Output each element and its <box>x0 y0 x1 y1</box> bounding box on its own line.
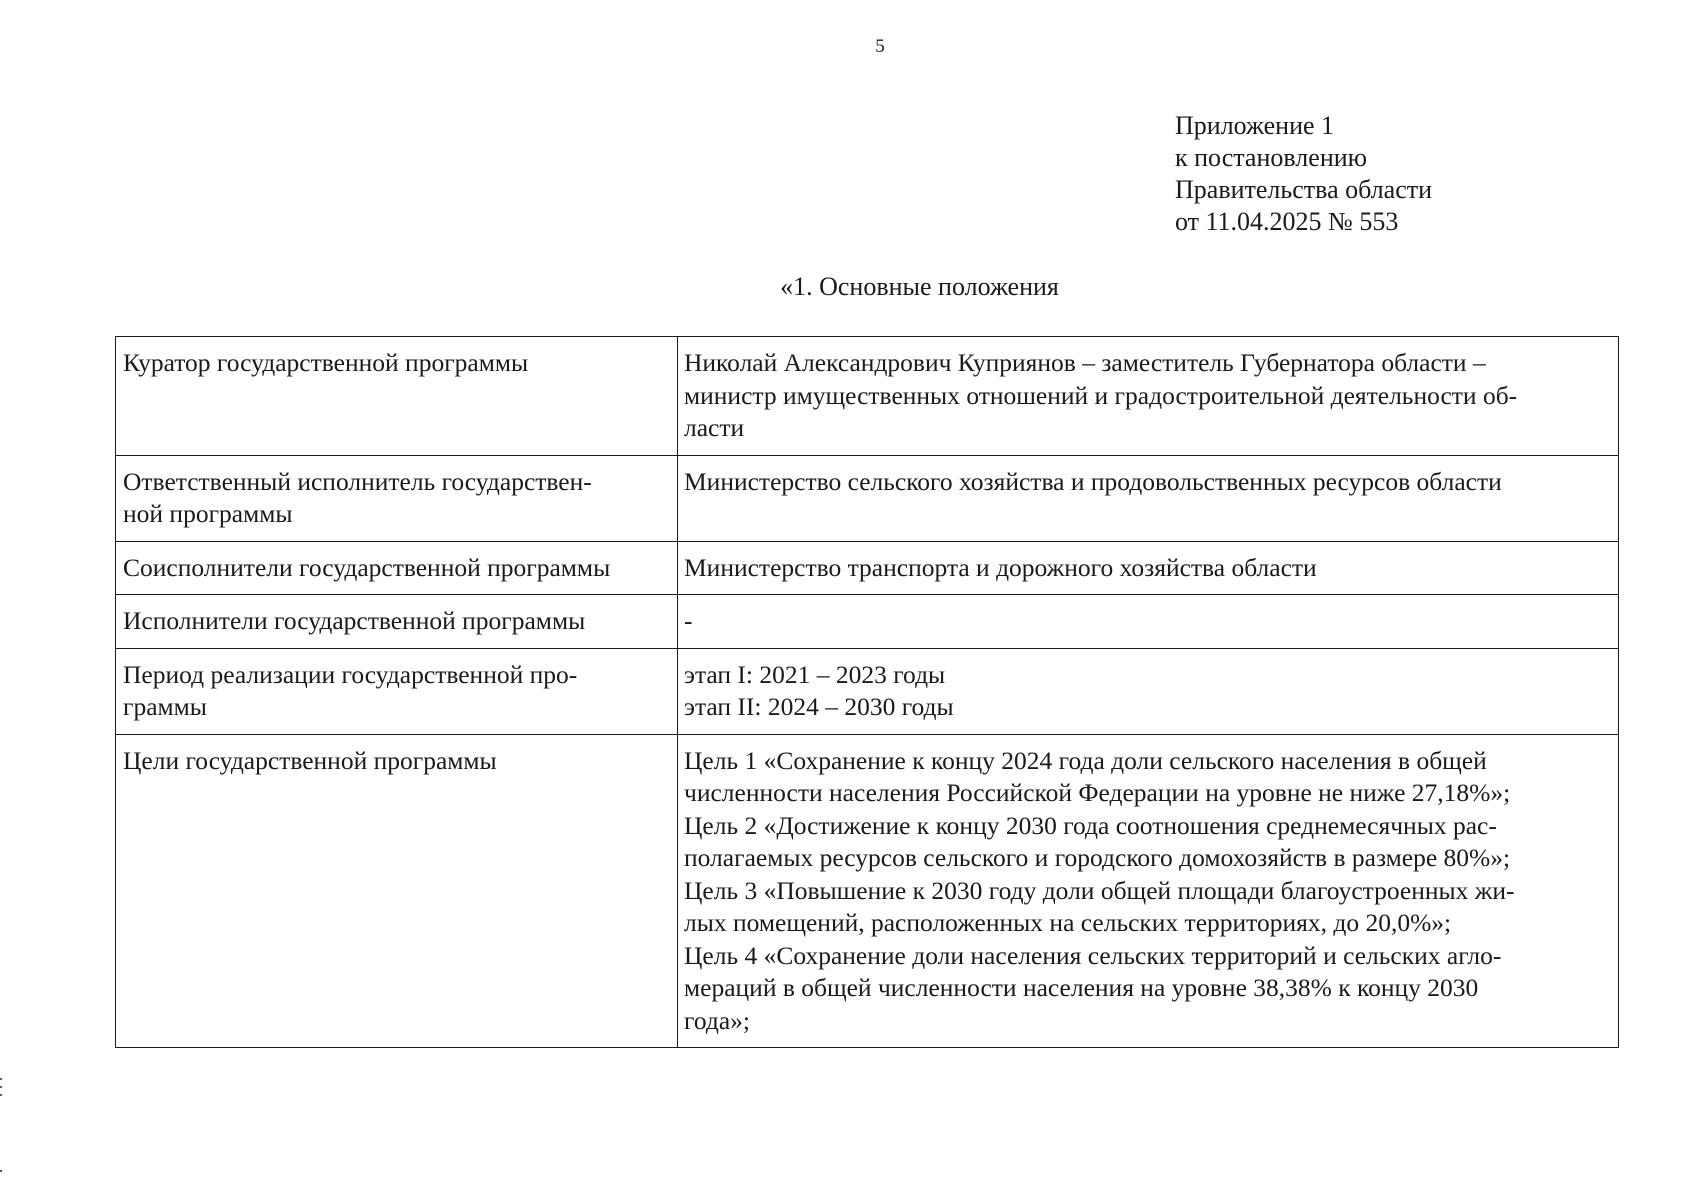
value-line: мераций в общей численности населения на уровне 38,38% к концу 2030 <box>684 973 1479 1002</box>
table-row <box>116 595 1619 649</box>
row-value-period <box>678 648 1619 734</box>
row-value-curator <box>678 337 1619 456</box>
value-line: - <box>684 606 693 635</box>
label-line: Ответственный исполнитель государствен- <box>123 466 592 496</box>
scan-artifact-mark <box>0 1078 2 1080</box>
appendix-line: Приложение 1 <box>1175 111 1335 140</box>
page-number: 5 <box>875 36 885 57</box>
program-passport-table <box>115 336 1619 1048</box>
table-row <box>116 734 1619 1048</box>
table-row <box>116 455 1619 541</box>
table-row <box>116 337 1619 456</box>
value-line: года»; <box>684 1005 750 1035</box>
value-line: Николай Александрович Куприянов – заместитель Губернатора области – <box>684 348 1486 377</box>
value-line: этап I: 2021 – 2023 годы <box>684 659 946 689</box>
table-row <box>116 648 1619 734</box>
value-line: Министерство транспорта и дорожного хозяйства области <box>684 552 1317 582</box>
row-label-curator <box>116 337 678 456</box>
scan-artifact-mark <box>0 1086 2 1088</box>
appendix-block <box>1175 110 1432 238</box>
value-line: ласти <box>684 413 745 442</box>
label-line: Исполнители государственной программы <box>123 606 586 635</box>
label-line: граммы <box>123 692 207 721</box>
row-value-co-executors <box>678 541 1619 595</box>
section-title: «1. Основные положения <box>780 272 1059 301</box>
row-label-co-executors <box>116 541 678 595</box>
value-line: министр имущественных отношений и градостроительной деятельности об- <box>684 380 1518 410</box>
label-line: Соисполнители государственной программы <box>123 552 611 582</box>
label-line: Цели государственной программы <box>123 745 497 775</box>
row-label-goals <box>116 734 678 1048</box>
row-label-period <box>116 648 678 734</box>
value-line: Цель 2 «Достижение к концу 2030 года соотношения среднемесячных рас- <box>684 810 1497 840</box>
row-value-responsible-executor <box>678 455 1619 541</box>
scan-artifact-mark <box>0 1094 2 1096</box>
value-line: Цель 4 «Сохранение доли населения сельских территорий и сельских агло- <box>684 940 1502 970</box>
label-line: Куратор государственной программы <box>123 348 529 377</box>
row-value-goals <box>678 734 1619 1048</box>
value-line: полагаемых ресурсов сельского и городского домохозяйств в размере 80%»; <box>684 843 1511 872</box>
table-row <box>116 541 1619 595</box>
value-line: лых помещений, расположенных на сельских территориях, до 20,0%»; <box>684 908 1452 937</box>
label-line: ной программы <box>123 499 293 528</box>
value-line: Цель 3 «Повышение к 2030 году доли общей площади благоустроенных жи- <box>684 875 1515 905</box>
value-line: этап II: 2024 – 2030 годы <box>684 692 954 721</box>
appendix-line: к постановлению <box>1175 143 1368 172</box>
appendix-line: Правительства области <box>1175 175 1433 204</box>
value-line: численности населения Российской Федерации на уровне не ниже 27,18%»; <box>684 778 1511 807</box>
row-label-responsible-executor <box>116 455 678 541</box>
row-label-executors <box>116 595 678 649</box>
value-line: Цель 1 «Сохранение к концу 2024 года доли сельского населения в общей <box>684 745 1487 775</box>
value-line: Министерство сельского хозяйства и продовольственных ресурсов области <box>684 466 1502 496</box>
scan-artifact-mark <box>0 1170 2 1172</box>
appendix-line: от 11.04.2025 № 553 <box>1175 207 1399 236</box>
row-value-executors <box>678 595 1619 649</box>
label-line: Период реализации государственной про- <box>123 659 578 689</box>
